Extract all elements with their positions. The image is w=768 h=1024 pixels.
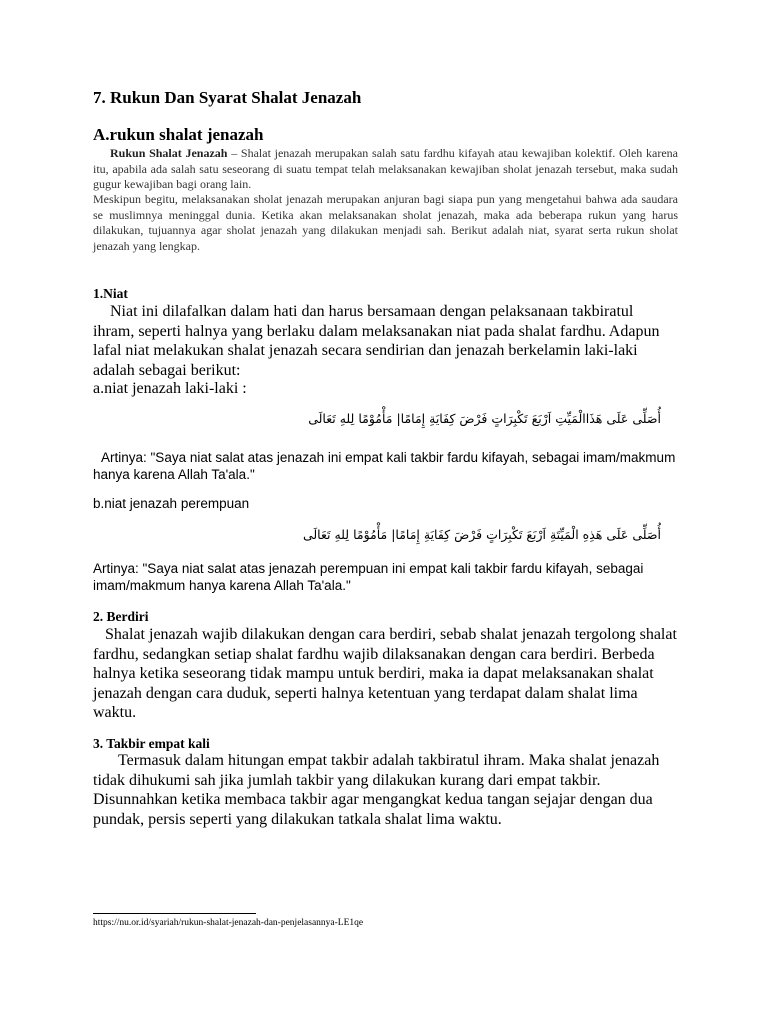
heading-niat: 1.Niat (93, 286, 128, 301)
footnote-separator (93, 913, 256, 914)
intro-lead-term: Rukun Shalat Jenazah (110, 146, 228, 160)
niat-b-label: b.niat jenazah perempuan (93, 496, 250, 511)
niat-b-arabic-text: أُصَلِّى عَلَى هَذِهِ الْمَيِّتَةِ اَرْبَعَ تَكْبِرَاتٍ فَرْضَ كِفَايَةِ إِمَامًا| مَأْمُوْمًا لِلهِ تَعَالَى (302, 527, 661, 542)
intro-paragraph-1-text: – Shalat jenazah merupakan salah satu fardhu kifayah atau kewajiban kolektif. Oleh karena itu, apabila ada salah satu seseorang di suatu tempat telah melaksanakan kewajiban sholat jenazah tersebut, maka sudah gugur kewajiban bagi orang lain. (93, 146, 678, 191)
niat-b-translation: Artinya: "Saya niat salat atas jenazah perempuan ini empat kali takbir fardu kifayah, sebagai imam/makmum hanya karena Allah Ta'ala." (93, 561, 644, 593)
niat-a-translation: Artinya: "Saya niat salat atas jenazah ini empat kali takbir fardu kifayah, sebagai imam/makmum hanya karena Allah Ta'ala." (93, 450, 676, 482)
section-heading-rukun: A.rukun shalat jenazah (93, 125, 264, 144)
heading-berdiri: 2. Berdiri (93, 609, 149, 624)
heading-takbir: 3. Takbir empat kali (93, 736, 210, 751)
intro-paragraph-2: Meskipun begitu, melaksanakan sholat jenazah merupakan anjuran bagi siapa pun yang mengetahui bahwa ada saudara se muslimnya meninggal dunia. Ketika akan melaksanakan sholat jenazah, maka ada beberapa rukun yang harus dilakukan, tujuannya agar sholat jenazah yang dilakukan menjadi sah. Berikut adalah niat, syarat serta rukun sholat jenazah yang lengkap. (93, 192, 678, 253)
berdiri-paragraph: Shalat jenazah wajib dilakukan dengan cara berdiri, sebab shalat jenazah tergolong shalat fardhu, sedangkan setiap shalat fardhu wajib dilaksanakan dengan cara berdiri. Berbeda halnya ketika seseorang tidak mampu untuk berdiri, maka ia dapat melaksanakan shalat jenazah dengan cara duduk, seperti halnya ketentuan yang terdapat dalam shalat lima waktu. (93, 626, 677, 721)
niat-a-label: a.niat jenazah laki-laki : (93, 380, 247, 397)
intro-paragraph-1 (93, 146, 678, 193)
footnote-link[interactable]: https://nu.or.id/syariah/rukun-shalat-jenazah-dan-penjelasannya-LE1qe (93, 918, 364, 928)
niat-paragraph: Niat ini dilafalkan dalam hati dan harus bersamaan dengan pelaksanaan takbiratul ihram, seperti halnya yang berlaku dalam melaksanakan niat pada shalat fardhu. Adapun lafal niat melakukan shalat jenazah secara sendirian dan jenazah berkelamin laki-laki adalah sebagai berikut: (93, 303, 660, 379)
page-title: 7. Rukun Dan Syarat Shalat Jenazah (93, 88, 362, 107)
niat-a-arabic-text: أُصَلِّى عَلَى هَذَاالْمَيِّتِ اَرْبَعَ تَكْبِرَاتٍ فَرْضَ كِفَايَةِ إِمَامًا| مَأْمُوْمًا لِلهِ تَعَالَى (308, 411, 661, 426)
takbir-paragraph: Termasuk dalam hitungan empat takbir adalah takbiratul ihram. Maka shalat jenazah tidak dihukumi sah jika jumlah takbir yang dilakukan kurang dari empat takbir. Disunnahkan ketika membaca takbir agar mengangkat kedua tangan sejajar dengan dua pundak, persis seperti yang dilakukan tatkala shalat lima waktu. (93, 752, 660, 828)
